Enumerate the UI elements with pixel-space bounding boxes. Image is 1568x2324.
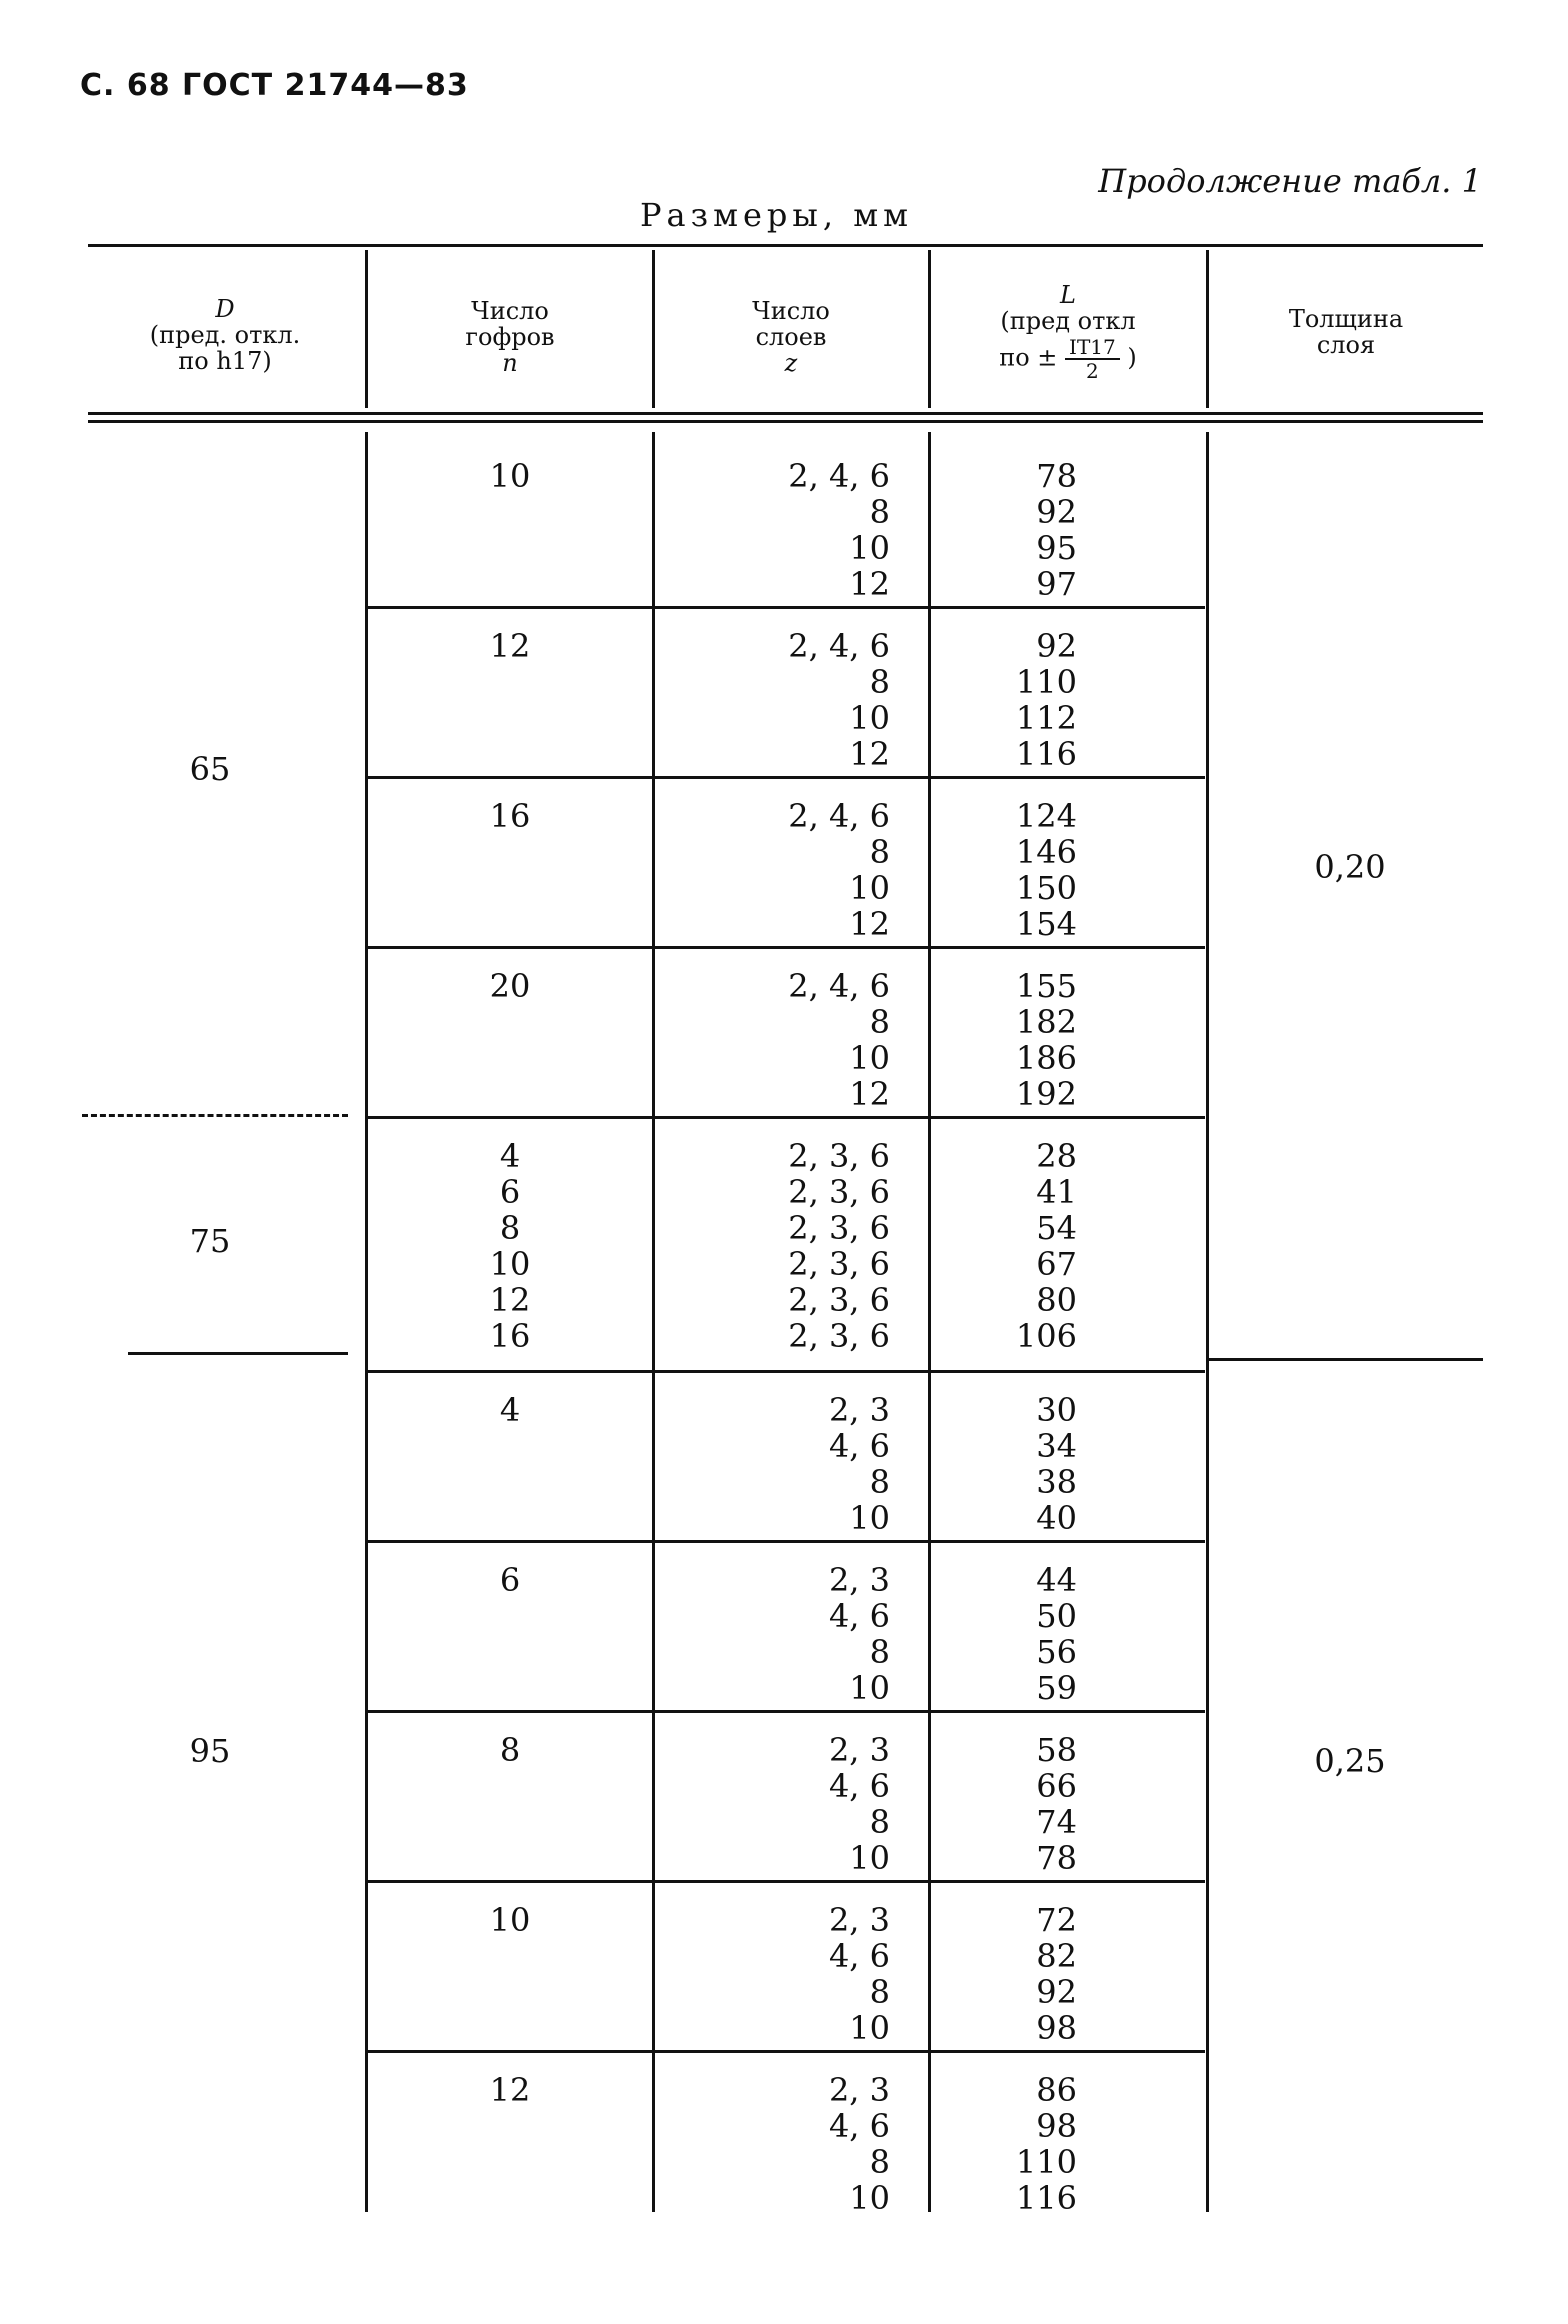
z-value: 2, 3	[828, 2071, 890, 2109]
header-t	[1210, 306, 1482, 358]
L-value: 78	[1036, 1839, 1077, 1877]
z-value: 10	[849, 1499, 890, 1537]
group-separator	[367, 2050, 1205, 2053]
header-n-symbol: n	[502, 349, 518, 377]
z-value: 10	[849, 869, 890, 907]
z-values	[690, 1562, 890, 1706]
L-value: 106	[1015, 1317, 1077, 1355]
z-value: 2, 3	[828, 1901, 890, 1939]
n-value: 6	[499, 1561, 521, 1599]
header-z-line1: Число	[752, 297, 830, 325]
z-value: 8	[869, 1463, 890, 1501]
L-value: 59	[1036, 1669, 1077, 1707]
L-value: 98	[1036, 2107, 1077, 2145]
L-value: 74	[1036, 1803, 1077, 1841]
z-value: 10	[849, 1039, 890, 1077]
z-value: 2, 3, 6	[788, 1137, 890, 1175]
L-value: 110	[1015, 2143, 1077, 2181]
header-divider	[652, 250, 655, 408]
L-value: 182	[1015, 1003, 1077, 1041]
n-value: 4	[499, 1391, 521, 1429]
z-value: 8	[869, 833, 890, 871]
header-L-suffix: )	[1127, 343, 1137, 372]
header-rule-1	[88, 412, 1483, 415]
z-value: 2, 3	[828, 1561, 890, 1599]
thickness-value-025: 0,25	[1314, 1742, 1386, 1780]
table-top-rule	[88, 244, 1483, 247]
n-value: 10	[489, 457, 531, 495]
z-value: 4, 6	[828, 1937, 890, 1975]
L-value: 78	[1036, 457, 1077, 495]
body-divider	[928, 432, 931, 2212]
L-value: 124	[1015, 797, 1077, 835]
L-value: 110	[1015, 663, 1077, 701]
L-value: 30	[1036, 1391, 1077, 1429]
z-value: 4, 6	[828, 1767, 890, 1805]
n-value: 20	[489, 967, 531, 1005]
n-value: 8	[499, 1731, 521, 1769]
L-values	[965, 968, 1165, 1112]
n-value: 10	[489, 1245, 531, 1283]
L-value: 186	[1015, 1039, 1077, 1077]
n-value: 16	[489, 797, 531, 835]
d-separator	[128, 1352, 348, 1355]
group-separator	[367, 1880, 1205, 1883]
L-values	[965, 1902, 1165, 2046]
body-divider	[652, 432, 655, 2212]
z-value: 8	[869, 663, 890, 701]
header-divider	[365, 250, 368, 408]
page-header: С. 68 ГОСТ 21744—83	[80, 68, 469, 103]
header-d-line1: (пред. откл.	[149, 321, 301, 349]
header-rule-2	[88, 420, 1483, 423]
d-separator	[82, 1114, 348, 1117]
z-value: 2, 3, 6	[788, 1209, 890, 1247]
group-separator	[367, 946, 1205, 949]
z-values	[690, 458, 890, 602]
z-value: 2, 3, 6	[788, 1173, 890, 1211]
header-L-fraction	[1065, 336, 1120, 382]
d-value-95: 95	[189, 1732, 231, 1770]
z-value: 10	[849, 529, 890, 567]
L-value: 82	[1036, 1937, 1077, 1975]
z-value: 10	[849, 2009, 890, 2047]
header-divider	[928, 250, 931, 408]
group-separator	[367, 776, 1205, 779]
z-value: 8	[869, 493, 890, 531]
group-separator	[367, 1540, 1205, 1543]
L-value: 92	[1036, 627, 1077, 665]
L-value: 116	[1015, 735, 1077, 773]
body-divider	[1206, 432, 1209, 2212]
header-divider	[1206, 250, 1209, 408]
header-L-frac-den: 2	[1086, 359, 1099, 383]
z-value: 4, 6	[828, 2107, 890, 2145]
z-values	[690, 1392, 890, 1536]
n-value: 16	[489, 1317, 531, 1355]
L-values	[965, 1732, 1165, 1876]
L-value: 66	[1036, 1767, 1077, 1805]
z-value: 12	[849, 1075, 890, 1113]
L-value: 116	[1015, 2179, 1077, 2217]
L-value: 155	[1015, 967, 1077, 1005]
z-value: 2, 4, 6	[788, 457, 890, 495]
z-value: 8	[869, 1003, 890, 1041]
thickness-separator	[1208, 1358, 1483, 1361]
z-value: 2, 3	[828, 1391, 890, 1429]
L-values	[965, 1562, 1165, 1706]
n-value: 12	[489, 2071, 531, 2109]
group-separator	[367, 1370, 1205, 1373]
group-separator	[367, 1710, 1205, 1713]
z-value: 8	[869, 1973, 890, 2011]
z-values	[690, 628, 890, 772]
L-value: 67	[1036, 1245, 1077, 1283]
L-values	[965, 1138, 1165, 1354]
L-value: 154	[1015, 905, 1077, 943]
z-values	[690, 2072, 890, 2216]
L-value: 98	[1036, 2009, 1077, 2047]
z-value: 12	[849, 565, 890, 603]
header-L	[932, 282, 1204, 382]
thickness-value-020: 0,20	[1314, 848, 1386, 886]
z-value: 4, 6	[828, 1597, 890, 1635]
header-t-line2: слоя	[1316, 331, 1376, 359]
L-value: 40	[1036, 1499, 1077, 1537]
header-L-frac-num: IT17	[1065, 336, 1120, 360]
n-value: 4	[499, 1137, 521, 1175]
L-value: 92	[1036, 493, 1077, 531]
z-value: 8	[869, 2143, 890, 2181]
L-value: 34	[1036, 1427, 1077, 1465]
L-values	[965, 2072, 1165, 2216]
group-separator	[367, 1116, 1205, 1119]
header-d-line2: по h17)	[178, 347, 272, 375]
L-value: 44	[1036, 1561, 1077, 1599]
header-n-line2: гофров	[465, 323, 555, 351]
L-value: 95	[1036, 529, 1077, 567]
z-value: 2, 4, 6	[788, 627, 890, 665]
n-values	[390, 1138, 630, 1354]
L-value: 41	[1036, 1173, 1077, 1211]
z-value: 8	[869, 1803, 890, 1841]
n-value: 8	[499, 1209, 521, 1247]
L-value: 54	[1036, 1209, 1077, 1247]
header-n-line1: Число	[471, 297, 549, 325]
z-value: 2, 3, 6	[788, 1245, 890, 1283]
L-value: 97	[1036, 565, 1077, 603]
header-L-line1: (пред откл	[1000, 307, 1136, 335]
header-L-symbol: L	[1060, 281, 1076, 309]
z-values	[690, 1902, 890, 2046]
header-z-line2: слоев	[755, 323, 827, 351]
z-value: 4, 6	[828, 1427, 890, 1465]
z-values	[690, 1732, 890, 1876]
n-value: 10	[489, 1901, 531, 1939]
n-value: 6	[499, 1173, 521, 1211]
L-values	[965, 628, 1165, 772]
header-d	[95, 296, 355, 374]
z-value: 2, 4, 6	[788, 797, 890, 835]
L-value: 146	[1015, 833, 1077, 871]
z-value: 12	[849, 735, 890, 773]
d-value-65: 65	[189, 750, 231, 788]
L-values	[965, 458, 1165, 602]
units-caption: Размеры, мм	[640, 196, 913, 234]
L-value: 38	[1036, 1463, 1077, 1501]
header-n	[370, 298, 650, 376]
continuation-caption: Продолжение табл. 1	[1098, 162, 1482, 200]
z-value: 10	[849, 2179, 890, 2217]
L-values	[965, 798, 1165, 942]
L-value: 58	[1036, 1731, 1077, 1769]
L-value: 80	[1036, 1281, 1077, 1319]
z-value: 2, 3, 6	[788, 1281, 890, 1319]
z-value: 2, 3, 6	[788, 1317, 890, 1355]
L-value: 112	[1015, 699, 1077, 737]
body-divider	[365, 432, 368, 2212]
z-value: 8	[869, 1633, 890, 1671]
header-z-symbol: z	[784, 349, 798, 377]
L-value: 56	[1036, 1633, 1077, 1671]
L-values	[965, 1392, 1165, 1536]
header-d-symbol: D	[215, 295, 235, 323]
header-L-prefix: по ±	[999, 343, 1058, 372]
L-value: 192	[1015, 1075, 1077, 1113]
L-value: 150	[1015, 869, 1077, 907]
z-value: 2, 3	[828, 1731, 890, 1769]
z-values	[690, 968, 890, 1112]
L-value: 28	[1036, 1137, 1077, 1175]
z-value: 12	[849, 905, 890, 943]
header-z	[656, 298, 926, 376]
L-value: 86	[1036, 2071, 1077, 2109]
L-value: 72	[1036, 1901, 1077, 1939]
d-value-75: 75	[189, 1222, 231, 1260]
z-value: 2, 4, 6	[788, 967, 890, 1005]
L-value: 92	[1036, 1973, 1077, 2011]
z-value: 10	[849, 1839, 890, 1877]
z-values	[690, 1138, 890, 1354]
n-value: 12	[489, 1281, 531, 1319]
z-values	[690, 798, 890, 942]
n-value: 12	[489, 627, 531, 665]
z-value: 10	[849, 699, 890, 737]
z-value: 10	[849, 1669, 890, 1707]
L-value: 50	[1036, 1597, 1077, 1635]
group-separator	[367, 606, 1205, 609]
header-t-line1: Толщина	[1288, 305, 1404, 333]
